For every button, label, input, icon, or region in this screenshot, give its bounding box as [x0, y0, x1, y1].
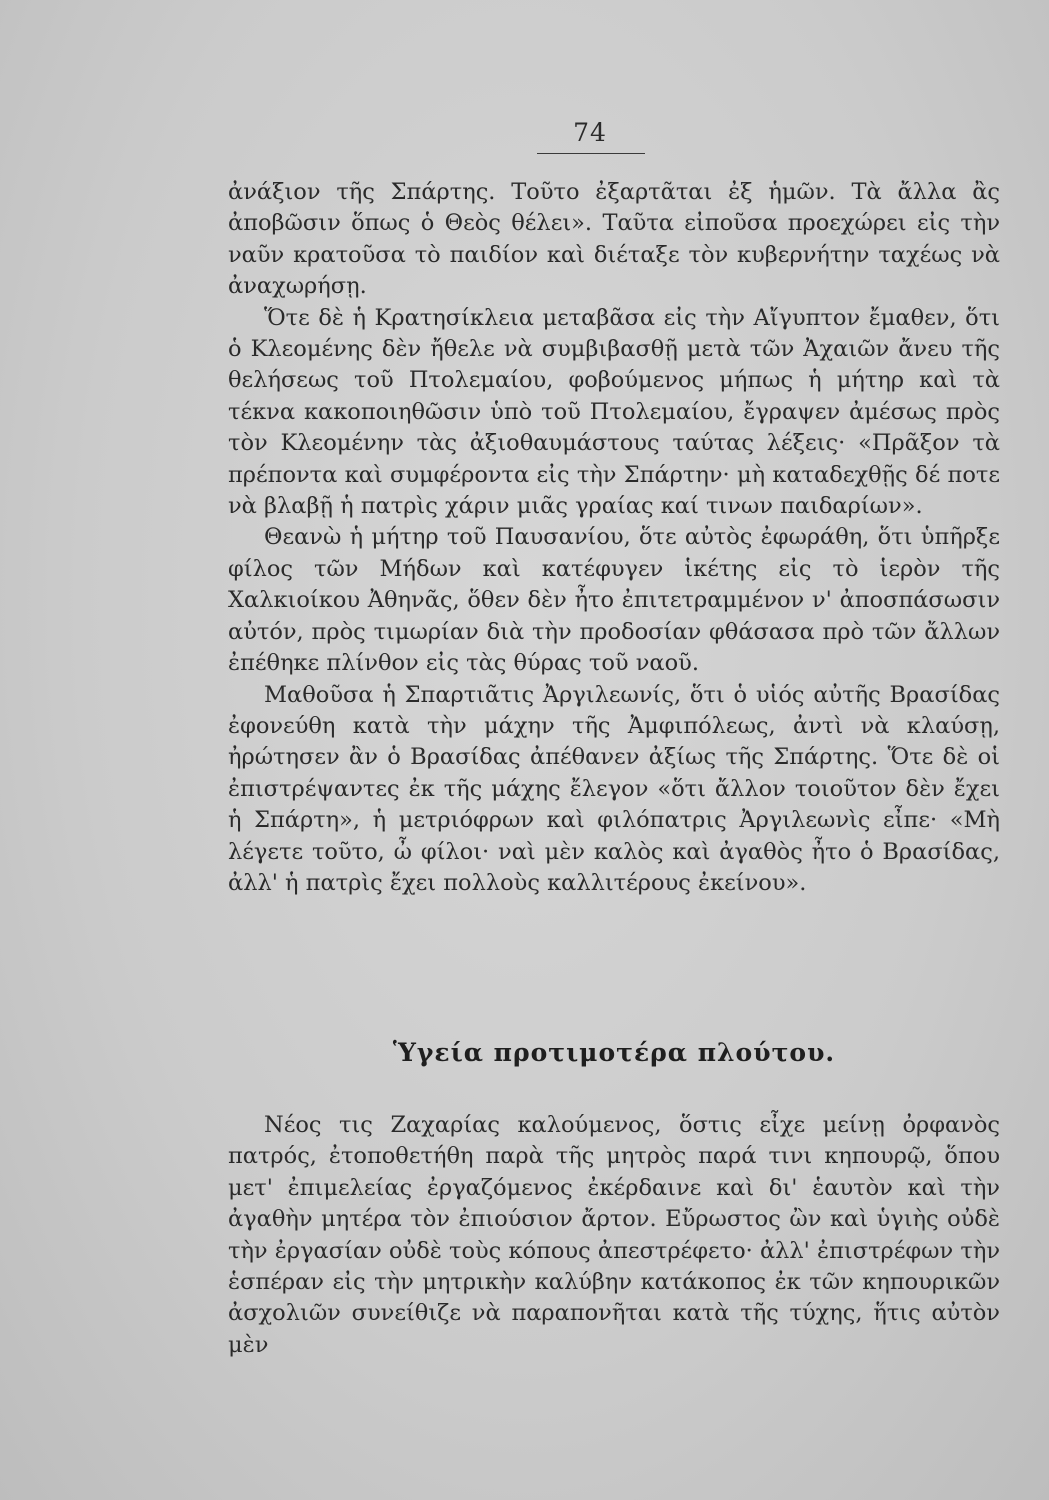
- paragraph-zacharias: Νέος τις Ζαχαρίας καλούμενος, ὅστις εἶχε μείνῃ ὀρφανὸς πατρός, ἐτοποθετήθη παρὰ τῆς μητρὸς παρά τινι κηπουρῷ, ὅπου μετ' ἐπιμελείας ἐργαζόμενος ἐκέρδαινε καὶ δι' ἑαυτὸν καὶ τὴν ἀγαθὴν μητέρα τὸν ἐπιούσιον ἄρτον. Εὔρωστος ὢν καὶ ὑγιὴς οὐδὲ τὴν ἐργασίαν οὐδὲ τοὺς κόπους ἀπεστρέφετο· ἀλλ' ἐπιστρέφων τὴν ἑσπέραν εἰς τὴν μητρικὴν καλύβην κατάκοπος ἐκ τῶν κηπουρικῶν ἀσχολιῶν συνείθιζε νὰ παραπονῆται κατὰ τῆς τύχης, ἥτις αὐτὸν μὲν: [228, 1112, 1000, 1358]
- paragraph-argileonis: Μαθοῦσα ἡ Σπαρτιᾶτις Ἀργιλεωνίς, ὅτι ὁ υἱός αὐτῆς Βρασίδας ἐφονεύθη κατὰ τὴν μάχην τῆς Ἀμφιπόλεως, ἀντὶ νὰ κλαύσῃ, ἠρώτησεν ἂν ὁ Βρασίδας ἀπέθανεν ἀξίως τῆς Σπάρτης. Ὅτε δὲ οἱ ἐπιστρέψαντες ἐκ τῆς μάχης ἔλεγον «ὅτι ἄλλον τοιοῦτον δὲν ἔχει ἡ Σπάρτη», ἡ μετριόφρων καὶ φιλόπατρις Ἀργιλεωνὶς εἶπε· «Μὴ λέγετε τοῦτο, ὦ φίλοι· ναὶ μὲν καλὸς καὶ ἀγαθὸς ἦτο ὁ Βρασίδας, ἀλλ' ἡ πατρὶς ἔχει πολλοὺς καλλιτέρους ἐκείνου».: [228, 681, 1000, 896]
- paragraph-continuation: ἀνάξιον τῆς Σπάρτης. Τοῦτο ἐξαρτᾶται ἐξ ἡμῶν. Τὰ ἄλλα ἂς ἀποβῶσιν ὅπως ὁ Θεὸς θέλει». Ταῦτα εἰποῦσα προεχώρει εἰς τὴν ναῦν κρατοῦσα τὸ παιδίον καὶ διέταξε τὸν κυβερνήτην ταχέως νὰ ἀναχωρήσῃ.: [228, 179, 1000, 300]
- section-heading: Ὑγεία προτιμοτέρα πλούτου.: [392, 1038, 836, 1067]
- body-text-top: [228, 177, 1000, 899]
- paragraph-kratesikleia: Ὅτε δὲ ἡ Κρατησίκλεια μεταβᾶσα εἰς τὴν Αἴγυπτον ἔμαθεν, ὅτι ὁ Κλεομένης δὲν ἤθελε νὰ συμβιβασθῇ μετὰ τῶν Ἀχαιῶν ἄνευ τῆς θελήσεως τοῦ Πτολεμαίου, φοβούμενος μήπως ἡ μήτηρ καὶ τὰ τέκνα κακοποιηθῶσιν ὑπὸ τοῦ Πτολεμαίου, ἔγραψεν ἀμέσως πρὸς τὸν Κλεομένην τὰς ἀξιοθαυμάστους ταύτας λέξεις· «Πρᾶξον τὰ πρέποντα καὶ συμφέροντα εἰς τὴν Σπάρτην· μὴ καταδεχθῇς δέ ποτε νὰ βλαβῇ ἡ πατρὶς χάριν μιᾶς γραίας καί τινων παιδαρίων».: [228, 304, 1000, 520]
- page-number: 74: [573, 118, 607, 147]
- page-number-rule: [537, 153, 645, 154]
- paragraph-theano: Θεανὼ ἡ μήτηρ τοῦ Παυσανίου, ὅτε αὐτὸς ἐφωράθη, ὅτι ὑπῆρξε φίλος τῶν Μήδων καὶ κατέφυγεν ἱκέτης εἰς τὸ ἱερὸν τῆς Χαλκιοίκου Ἀθηνᾶς, ὅθεν δὲν ἦτο ἐπιτετραμμένον ν' ἀποσπάσωσιν αὐτόν, πρὸς τιμωρίαν διὰ τὴν προδοσίαν φθάσασα πρὸ τῶν ἄλλων ἐπέθηκε πλίνθον εἰς τὰς θύρας τοῦ ναοῦ.: [228, 524, 1000, 677]
- body-text-bottom: [228, 1110, 1000, 1361]
